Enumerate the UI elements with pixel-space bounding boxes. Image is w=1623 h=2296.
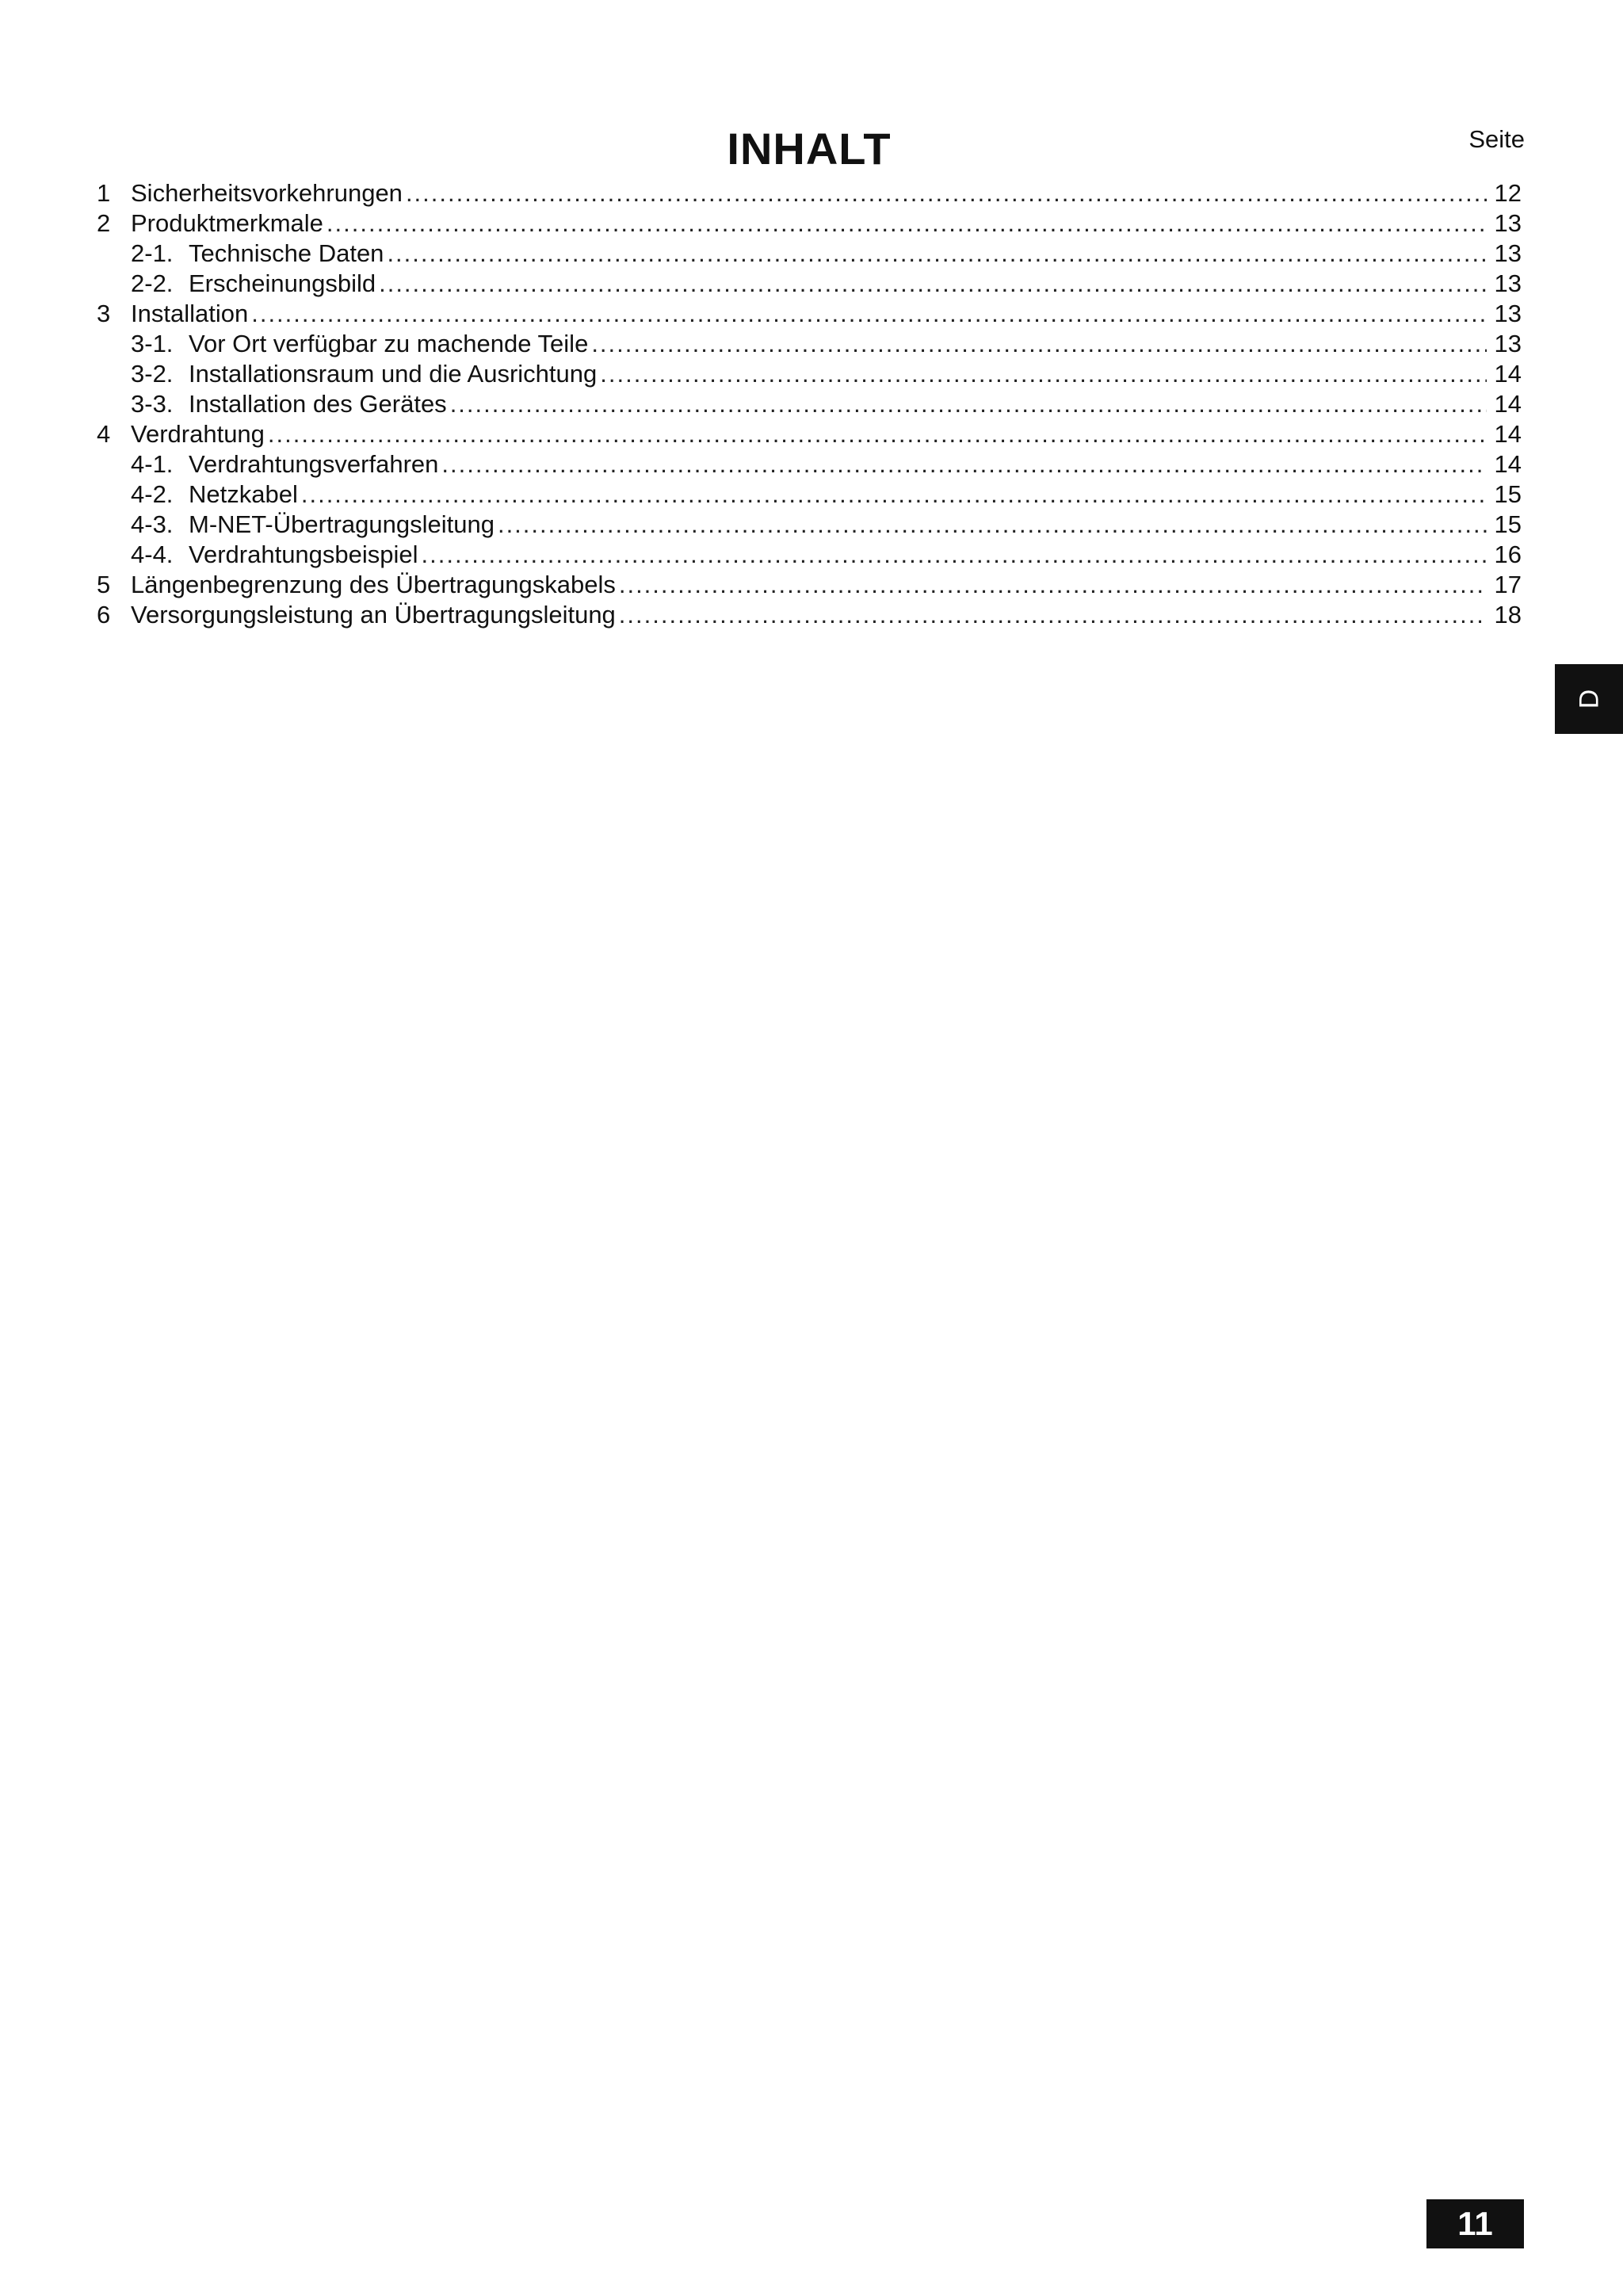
toc-entry-number: 3-1. (131, 330, 174, 357)
toc-entry-page: 14 (1494, 420, 1522, 448)
toc-entry-number: 3 (97, 300, 111, 327)
page-title: INHALT (727, 123, 892, 174)
toc-entry-4[interactable] (97, 419, 1522, 449)
toc-dot-leader (379, 269, 1487, 299)
toc-entry-title: Sicherheitsvorkehrungen (131, 179, 403, 207)
language-tab-label: D (1574, 689, 1604, 709)
toc-entry-title: Produktmerkmale (131, 209, 323, 237)
table-of-contents (97, 178, 1522, 630)
page-number: 11 (1426, 2199, 1524, 2248)
page-column-label: Seite (1468, 125, 1525, 153)
toc-entry-2[interactable] (97, 208, 1522, 239)
language-tab (1555, 664, 1623, 734)
toc-entry-title: Erscheinungsbild (189, 269, 376, 297)
toc-entry-4-2[interactable] (97, 479, 1522, 510)
toc-entry-page: 14 (1494, 360, 1522, 388)
toc-entry-number: 3-2. (131, 360, 174, 388)
toc-entry-page: 13 (1494, 300, 1522, 327)
toc-entry-number: 2 (97, 209, 111, 237)
toc-entry-1[interactable] (97, 178, 1522, 208)
toc-dot-leader (406, 178, 1487, 208)
toc-entry-page: 13 (1494, 209, 1522, 237)
toc-entry-title: Verdrahtungsverfahren (189, 450, 439, 478)
toc-entry-title: Installation des Gerätes (189, 390, 447, 418)
toc-entry-3-3[interactable] (97, 389, 1522, 419)
toc-entry-page: 17 (1494, 571, 1522, 598)
toc-entry-number: 4-3. (131, 510, 174, 538)
toc-entry-title: Netzkabel (189, 480, 298, 508)
toc-dot-leader (450, 389, 1487, 419)
toc-entry-number: 2-2. (131, 269, 174, 297)
toc-entry-page: 15 (1494, 480, 1522, 508)
toc-dot-leader (441, 449, 1487, 479)
toc-entry-page: 14 (1494, 390, 1522, 418)
toc-entry-number: 2-1. (131, 239, 174, 267)
toc-entry-number: 5 (97, 571, 111, 598)
toc-entry-3[interactable] (97, 299, 1522, 329)
toc-entry-4-4[interactable] (97, 540, 1522, 570)
toc-entry-number: 3-3. (131, 390, 174, 418)
toc-entry-title: Technische Daten (189, 239, 384, 267)
toc-entry-page: 14 (1494, 450, 1522, 478)
toc-dot-leader (422, 540, 1487, 570)
toc-entry-page: 13 (1494, 330, 1522, 357)
toc-entry-4-1[interactable] (97, 449, 1522, 479)
toc-entry-title: Installationsraum und die Ausrichtung (189, 360, 598, 388)
toc-entry-number: 4-2. (131, 480, 174, 508)
toc-dot-leader (327, 208, 1487, 239)
toc-entry-title: Vor Ort verfügbar zu machende Teile (189, 330, 589, 357)
toc-entry-page: 13 (1494, 239, 1522, 267)
toc-entry-4-3[interactable] (97, 510, 1522, 540)
toc-entry-2-1[interactable] (97, 239, 1522, 269)
toc-entry-number: 6 (97, 601, 111, 628)
toc-entry-number: 4 (97, 420, 111, 448)
toc-entry-page: 12 (1494, 179, 1522, 207)
toc-entry-5[interactable] (97, 570, 1522, 600)
toc-dot-leader (251, 299, 1487, 329)
toc-dot-leader (301, 479, 1487, 510)
toc-entry-number: 1 (97, 179, 111, 207)
toc-entry-title: Längenbegrenzung des Übertragungskabels (131, 571, 616, 598)
toc-dot-leader (591, 329, 1487, 359)
toc-dot-leader (619, 600, 1487, 630)
toc-dot-leader (600, 359, 1487, 389)
toc-entry-page: 16 (1494, 541, 1522, 568)
toc-entry-title: M-NET-Übertragungsleitung (189, 510, 495, 538)
toc-entry-title: Verdrahtung (131, 420, 265, 448)
toc-entry-3-1[interactable] (97, 329, 1522, 359)
toc-entry-number: 4-4. (131, 541, 174, 568)
toc-entry-6[interactable] (97, 600, 1522, 630)
toc-dot-leader (387, 239, 1487, 269)
toc-entry-page: 15 (1494, 510, 1522, 538)
toc-entry-page: 18 (1494, 601, 1522, 628)
toc-entry-title: Installation (131, 300, 249, 327)
toc-dot-leader (619, 570, 1487, 600)
toc-entry-3-2[interactable] (97, 359, 1522, 389)
toc-entry-2-2[interactable] (97, 269, 1522, 299)
toc-entry-title: Versorgungsleistung an Übertragungsleitung (131, 601, 616, 628)
toc-dot-leader (268, 419, 1487, 449)
toc-entry-title: Verdrahtungsbeispiel (189, 541, 418, 568)
toc-entry-page: 13 (1494, 269, 1522, 297)
toc-entry-number: 4-1. (131, 450, 174, 478)
toc-dot-leader (498, 510, 1487, 540)
